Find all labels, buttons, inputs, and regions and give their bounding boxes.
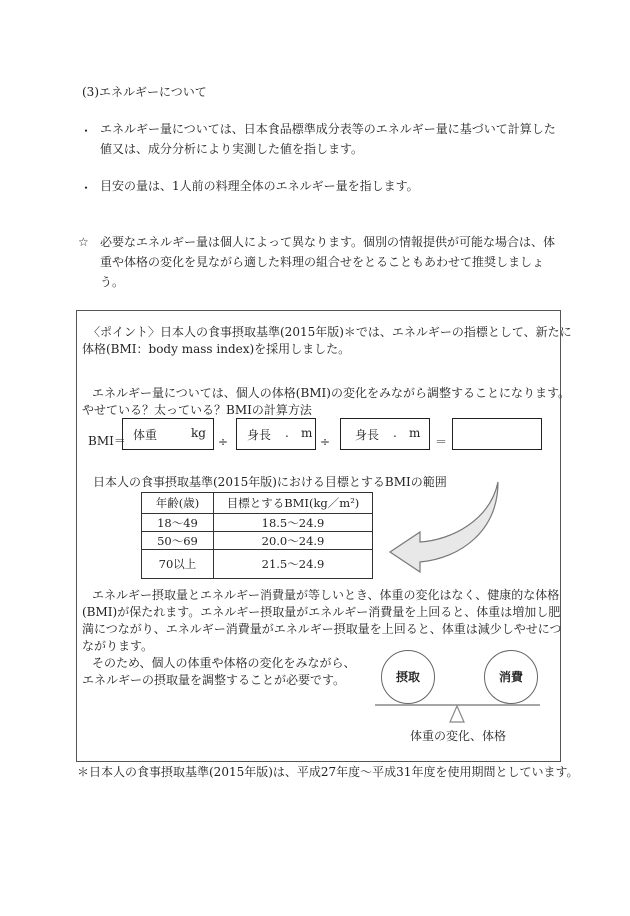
height-box-1: [236, 418, 316, 450]
note-line-2: 重や体格の変化を見ながら適した料理の組合せをとることもあわせて推奨しましょ: [100, 255, 545, 269]
divide-sign: ÷: [320, 435, 331, 449]
height-box-2: [340, 418, 430, 450]
table-cell: 21.5～24.9: [214, 550, 373, 579]
body-line-2: (BMI)が保たれます。エネルギー摂取量がエネルギー消費量を上回ると、体重は増加し肥: [82, 605, 561, 619]
note-line-1: 必要なエネルギー量は個人によって異なります。個別の情報提供が可能な場合は、体: [100, 235, 556, 249]
bullet-mark: ・: [80, 124, 93, 138]
height-unit: m: [301, 426, 313, 440]
expenditure-circle: 消費: [484, 650, 538, 704]
table-cell: 20.0～24.9: [214, 532, 373, 550]
table-row: [142, 514, 373, 532]
body-line-1: エネルギー摂取量とエネルギー消費量が等しいとき、体重の変化はなく、健康的な体格: [92, 588, 560, 602]
table-header-row: [142, 493, 373, 514]
energy-line: エネルギー量については、個人の体格(BMI)の変化をみながら調整することになります。: [92, 386, 571, 400]
curved-arrow-icon: [380, 478, 510, 578]
table-cell: 18～49: [142, 514, 214, 532]
result-box: [452, 418, 542, 450]
balance-caption: 体重の変化、体格: [410, 729, 507, 743]
closing-line-2: エネルギーの摂取量を調整することが必要です。: [82, 673, 346, 687]
point-line-2: 体格(BMI：body mass index)を採用しました。: [82, 342, 351, 356]
table-header: 目標とするBMI(kg／m²): [214, 493, 373, 514]
bullet-mark: ・: [80, 181, 93, 195]
point-line-1: 〈ポイント〉日本人の食事摂取基準(2015年版)＊では、エネルギーの指標として、新たに: [88, 325, 572, 339]
weight-unit: kg: [191, 426, 206, 440]
bmi-range-table: [141, 492, 373, 579]
height-label: 身長: [355, 428, 380, 442]
weight-label: 体重: [133, 428, 158, 442]
table-title: 日本人の食事摂取基準(2015年版)における目標とするBMIの範囲: [93, 475, 447, 489]
table-cell: 50～69: [142, 532, 214, 550]
table-header: 年齢(歳): [142, 493, 214, 514]
equals-sign: ＝: [435, 435, 448, 449]
table-cell: 18.5～24.9: [214, 514, 373, 532]
balance-scale-icon: [370, 700, 550, 730]
bullet-1-line-1: エネルギー量については、日本食品標準成分表等のエネルギー量に基づいて計算した: [100, 122, 556, 136]
bullet-1-line-2: 値又は、成分分析により実測した値を指します。: [100, 142, 364, 156]
body-line-4: ながります。: [82, 639, 154, 653]
note-line-3: う。: [100, 275, 125, 289]
height-label: 身長: [247, 428, 272, 442]
weight-box: [122, 418, 214, 450]
intake-circle: 摂取: [381, 650, 435, 704]
height-dot: .: [393, 426, 397, 440]
body-line-3: 満につながり、エネルギー消費量がエネルギー摂取量を上回ると、体重は減少しやせにつ: [82, 622, 562, 636]
bmi-calc-title: やせている？太っている？BMIの計算方法: [82, 403, 312, 417]
star-mark: ☆: [78, 235, 89, 249]
section-heading: (3)エネルギーについて: [82, 85, 207, 99]
closing-line-1: そのため、個人の体重や体格の変化をみながら、: [92, 656, 356, 670]
bmi-formula-lhs: BMI＝: [88, 434, 126, 448]
table-row: [142, 550, 373, 579]
footnote: ＊日本人の食事摂取基準(2015年版)は、平成27年度～平成31年度を使用期間としています。: [77, 765, 579, 779]
height-unit: m: [409, 426, 421, 440]
divide-sign: ÷: [218, 435, 229, 449]
height-dot: .: [285, 426, 289, 440]
table-row: [142, 532, 373, 550]
table-cell: 70以上: [142, 550, 214, 579]
bullet-2-line-1: 目安の量は、1人前の料理全体のエネルギー量を指します。: [100, 179, 419, 193]
